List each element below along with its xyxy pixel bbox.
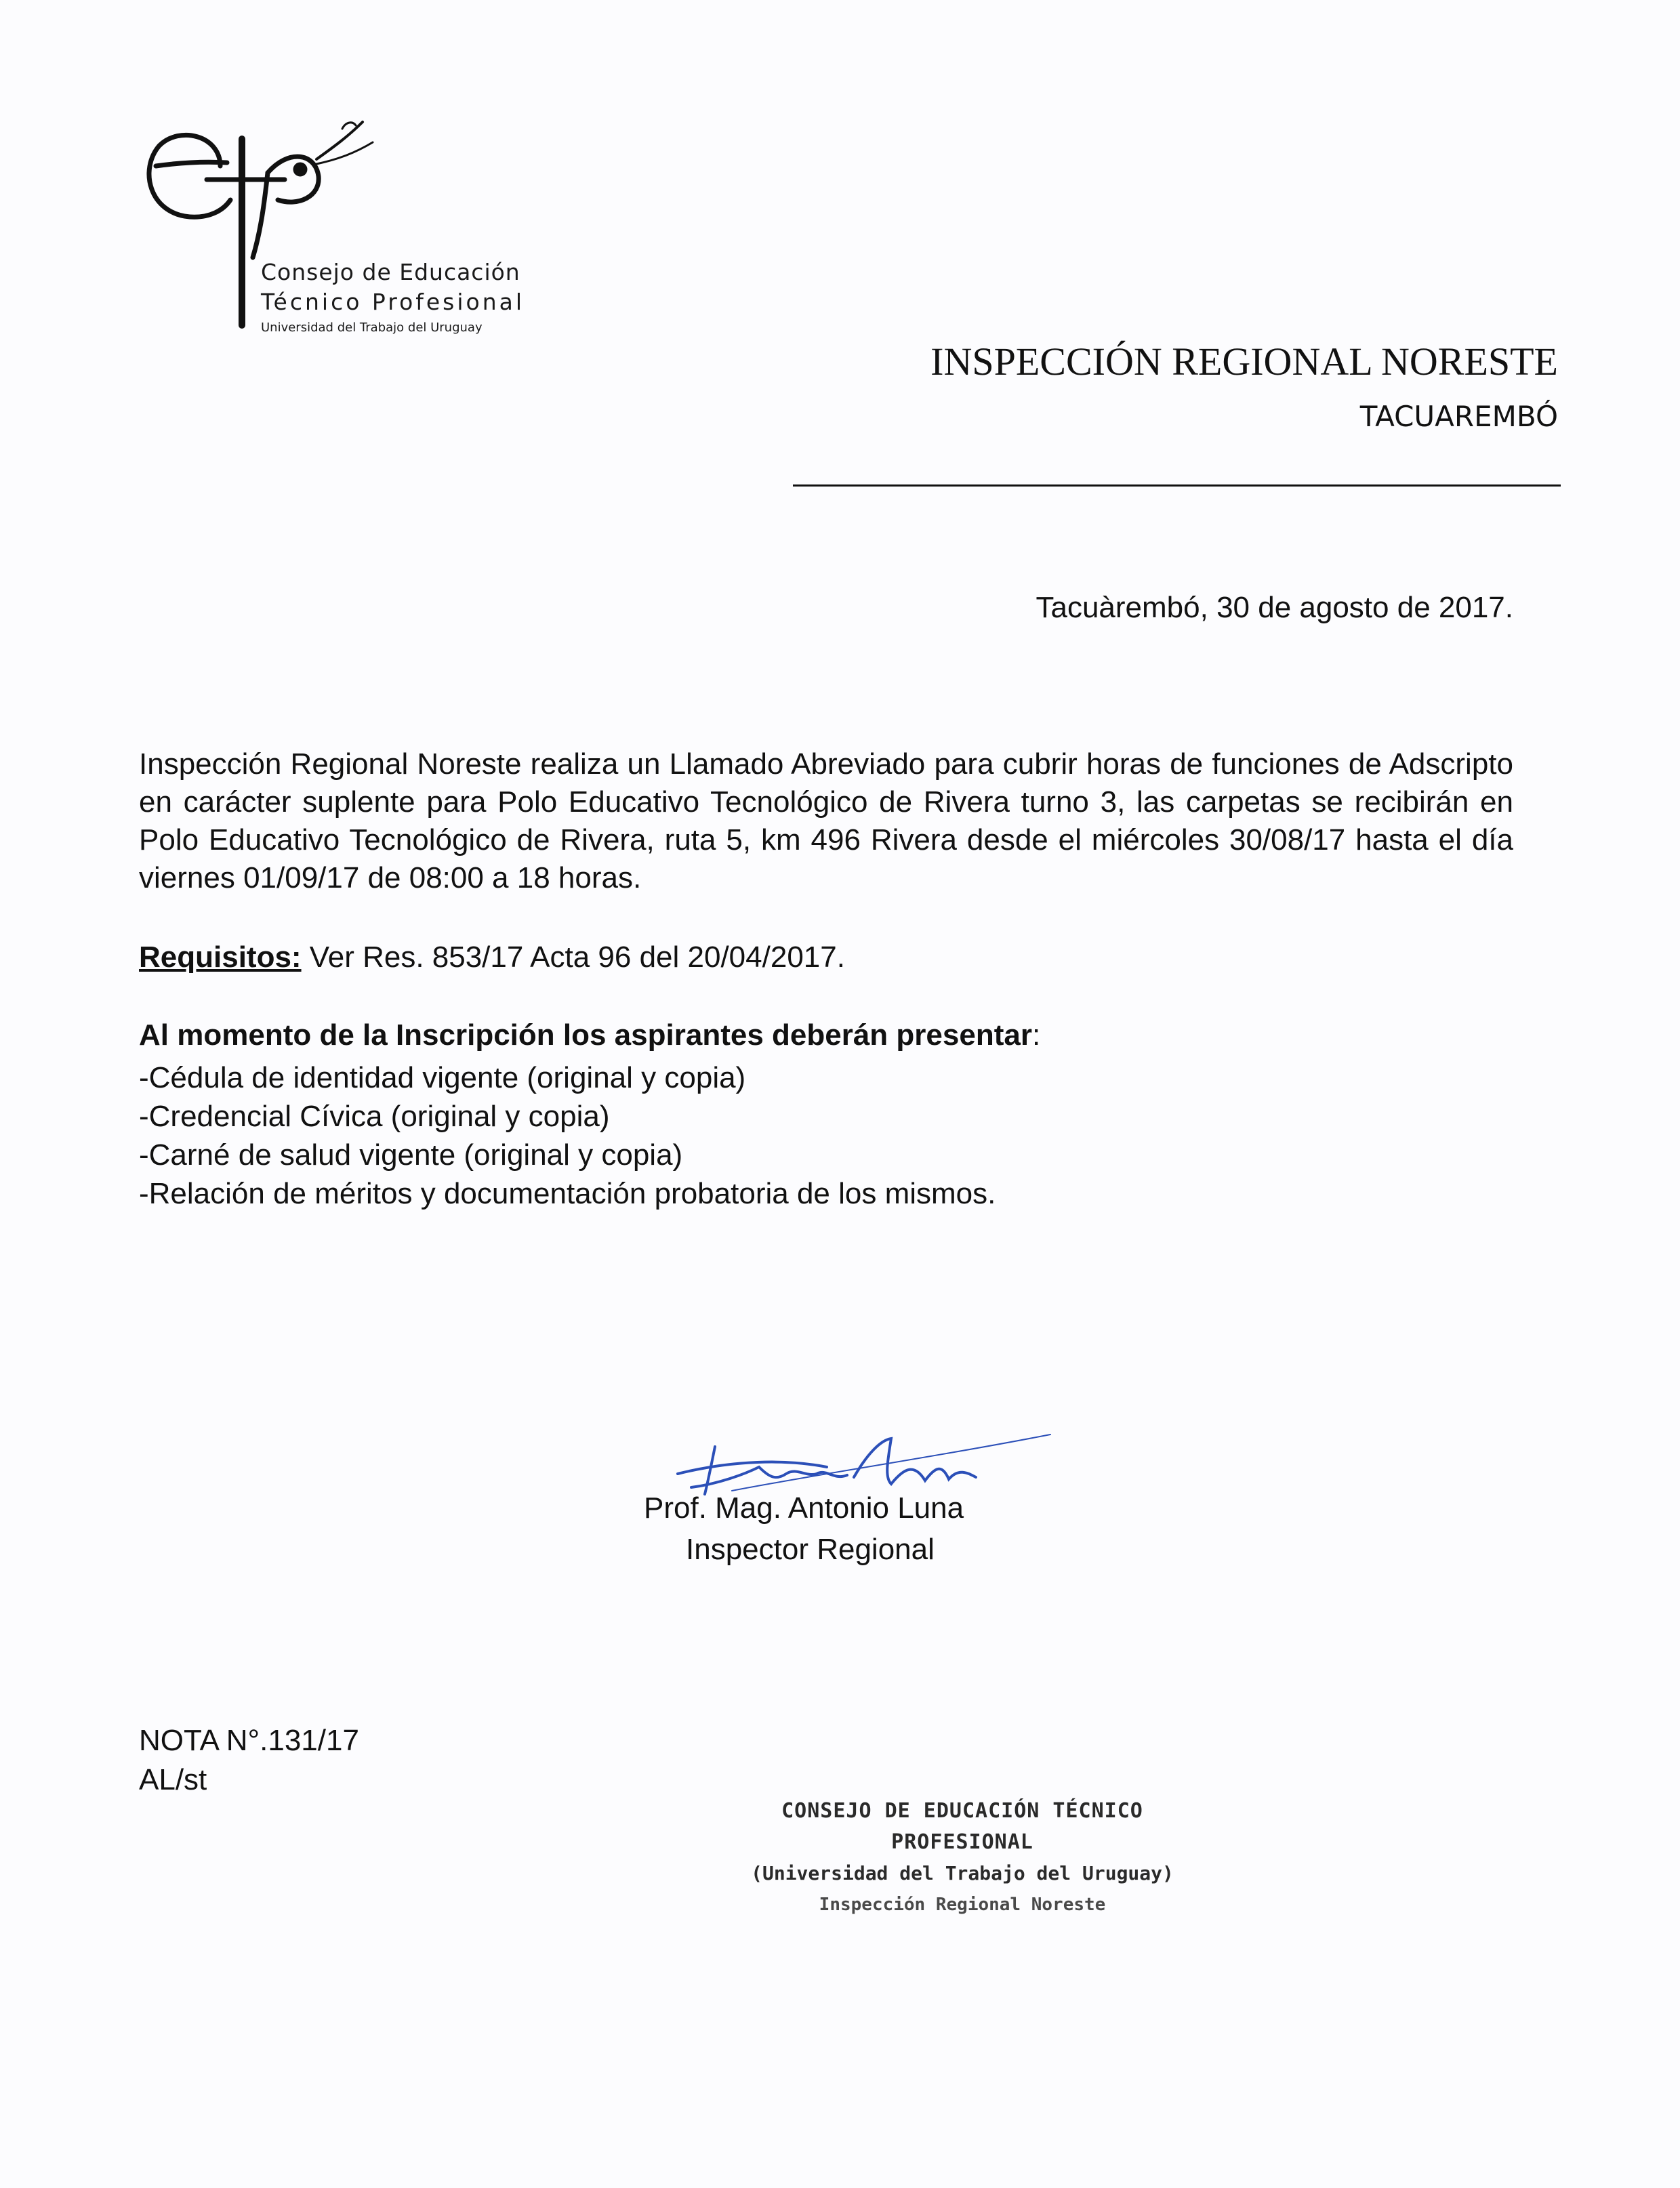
logo-line-2: Técnico Profesional	[261, 289, 525, 315]
presentation-heading	[139, 1018, 1040, 1052]
date-line: Tacuàrembó, 30 de agosto de 2017.	[1036, 591, 1513, 624]
list-item: -Relación de méritos y documentación probatoria de los mismos.	[139, 1177, 996, 1210]
header-title: INSPECCIÓN REGIONAL NORESTE	[930, 339, 1558, 384]
presentation-title: Al momento de la Inscripción los aspirantes deberán presentar	[139, 1018, 1032, 1052]
header-city: TACUAREMBÓ	[1359, 400, 1558, 433]
list-item: -Cédula de identidad vigente (original y copia)	[139, 1061, 746, 1094]
list-item: -Carné de salud vigente (original y copia)	[139, 1138, 683, 1172]
stamp-line-1: CONSEJO DE EDUCACIÓN TÉCNICO PROFESIONAL	[781, 1799, 1143, 1854]
body-paragraph: Inspección Regional Noreste realiza un Llamado Abreviado para cubrir horas de funciones de Adscripto en carácter suplente para Polo Educativo Tecnológico de Rivera turno 3, las carpetas se recibirán en Polo Educativo Tecnológico de Rivera, ruta 5, km 496 Rivera desde el miércoles 30/08/17 hasta el día viernes 01/09/17 de 08:00 a 18 horas.	[139, 747, 1513, 894]
requisitos-label: Requisitos:	[139, 941, 302, 974]
logo-line-1: Consejo de Educación	[261, 259, 520, 285]
nota-reference	[139, 1721, 359, 1800]
logo-text-block	[261, 257, 525, 339]
nota-initials: AL/st	[139, 1763, 207, 1796]
presentation-suffix: :	[1031, 1018, 1041, 1052]
stamp-line-2: (Universidad del Trabajo del Uruguay)	[751, 1862, 1174, 1884]
list-item: -Credencial Cívica (original y copia)	[139, 1100, 610, 1133]
logo-line-3: Universidad del Trabajo del Uruguay	[261, 321, 483, 335]
header-divider	[793, 484, 1561, 487]
institution-logo	[139, 95, 525, 339]
required-documents-list	[139, 1058, 996, 1213]
requisitos-text: Ver Res. 853/17 Acta 96 del 20/04/2017.	[301, 941, 845, 974]
stamp-line-3: Inspección Regional Noreste	[819, 1895, 1106, 1915]
institution-stamp	[718, 1796, 1206, 1920]
requisitos-line	[139, 941, 845, 974]
signatory-role: Inspector Regional	[686, 1533, 935, 1566]
nota-number: NOTA N°.131/17	[139, 1724, 359, 1757]
signatory-name: Prof. Mag. Antonio Luna	[644, 1491, 964, 1525]
